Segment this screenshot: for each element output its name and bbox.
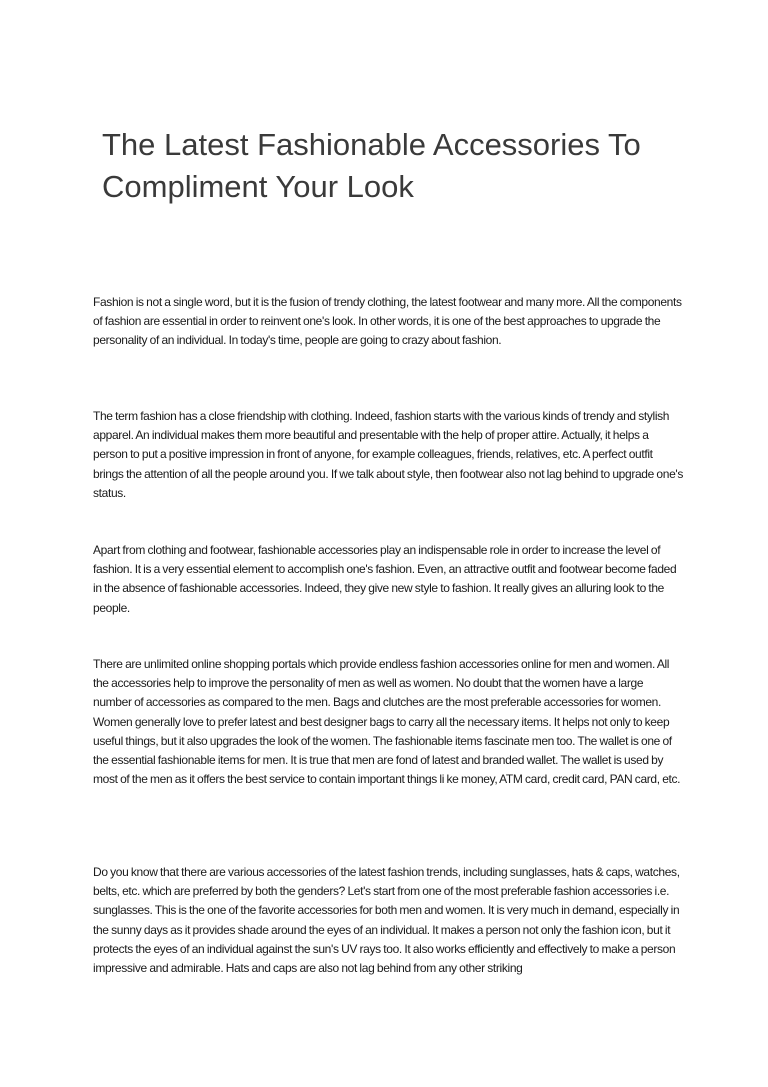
paragraph-4: There are unlimited online shopping portals which provide endless fashion accessories online for men and women. All the accessories help to improve the personality of men as well as women. No doubt that the women have a large number of accessories as compared to the men. Bags and clutches are the most preferable accessories for women. Women generally love to prefer latest and best designer bags to carry all the necessary items. It helps not only to keep useful things, but it also upgrades the look of the women. The fashionable items fascinate men too. The wallet is one of the essential fashionable items for men. It is true that men are fond of latest and branded wallet. The wallet is used by most of the men as it offers the best service to contain important things li ke money, ATM card, credit card, PAN card, etc. [93,657,681,787]
paragraph-3: Apart from clothing and footwear, fashionable accessories play an indispensable role in order to increase the level of fashion. It is a very essential element to accomplish one's fashion. Even, an attractive outfit and footwear become faded in the absence of fashionable accessories. Indeed, they give new style to fashion. It really gives an alluring look to the people. [93,543,677,615]
paragraph-1: Fashion is not a single word, but it is the fusion of trendy clothing, the latest footwear and many more. All the components of fashion are essential in order to reinvent one's look. In other words, it is one of the best approaches to upgrade the personality of an individual. In today's time, people are going to crazy about fashion. [93,295,682,348]
paragraph-2: The term fashion has a close friendship with clothing. Indeed, fashion starts with the various kinds of trendy and stylish apparel. An individual makes them more beautiful and presentable with the help of proper attire. Actually, it helps a person to put a positive impression in front of anyone, for example colleagues, friends, relatives, etc. A perfect outfit brings the attention of all the people around you. If we talk about style, then footwear also not lag behind to upgrade one's status. [93,409,683,500]
paragraph-5: Do you know that there are various accessories of the latest fashion trends, including sunglasses, hats & caps, watches, belts, etc. which are preferred by both the genders? Let's start from one of the most preferable fashion accessories i.e. sunglasses. This is the one of the favorite accessories for both men and women. It is very much in demand, especially in the sunny days as it provides shade around the eyes of an individual. It makes a person not only the fashion icon, but it protects the eyes of an individual against the sun's UV rays too. It also works efficiently and effectively to make a person impressive and admirable. Hats and caps are also not lag behind from any other striking [93,865,680,976]
document-title: The Latest Fashionable Accessories To Compliment Your Look [102,127,641,204]
